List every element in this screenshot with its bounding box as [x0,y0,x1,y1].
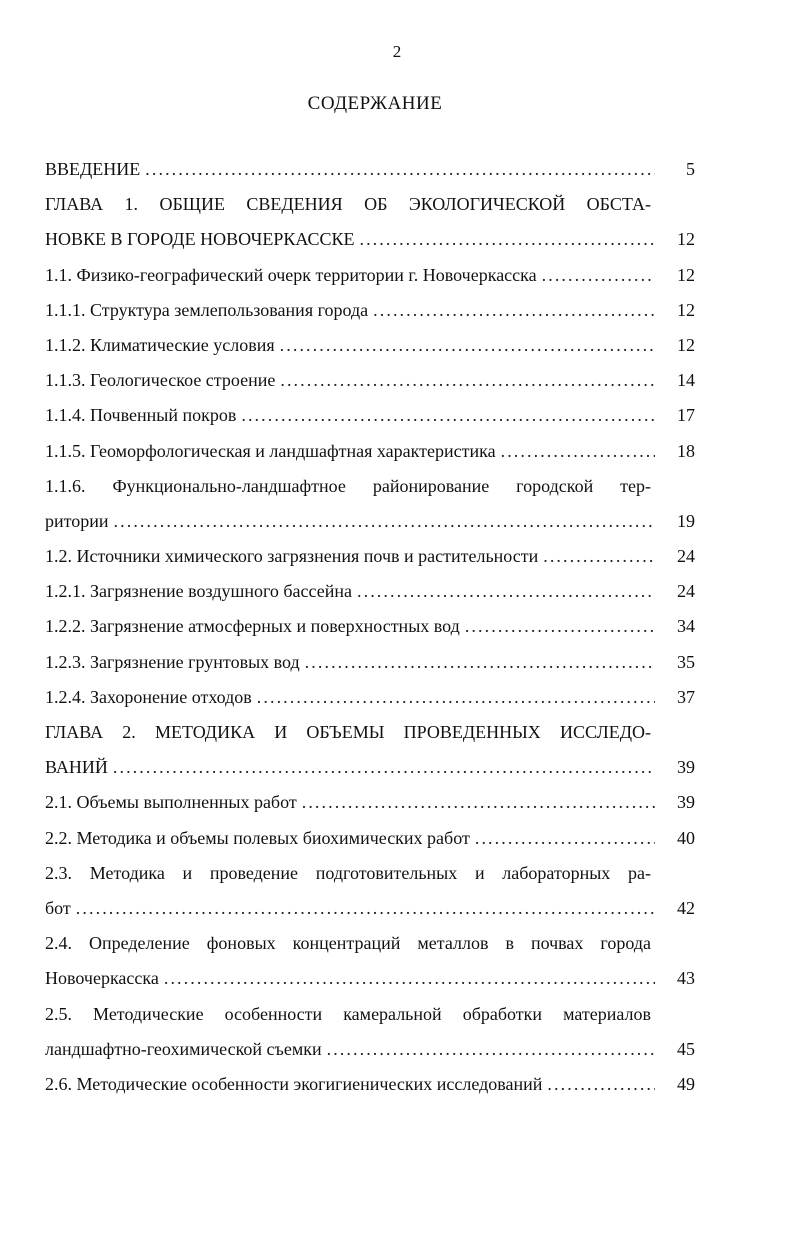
dot-leader [280,363,655,398]
toc-entry [45,539,695,574]
toc-entry-text: 2.5. Методические особенности камеральной обработки материалов [45,1003,651,1024]
toc-page-number: 14 [677,370,695,391]
toc-entry-line [45,434,695,469]
toc-entry-text: НОВКЕ В ГОРОДЕ НОВОЧЕРКАССКЕ [45,229,355,250]
toc-entry-text: 2.3. Методика и проведение подготовительных и лабораторных ра- [45,862,651,883]
toc-entry-text: 1.1.5. Геоморфологическая и ландшафтная характеристика [45,440,496,461]
toc-entry [45,152,695,187]
dot-leader [280,328,655,363]
toc-entry-line [45,469,651,504]
toc-entry-text: 1.1.3. Геологическое строение [45,370,276,391]
toc-entry-line [45,645,695,680]
toc-entry-text: 1.2.1. Загрязнение воздушного бассейна [45,581,352,602]
toc-entry [45,785,695,820]
dot-leader [241,398,655,433]
table-of-contents [45,152,695,1102]
toc-entry-line [45,891,695,926]
toc-entry-line [45,187,651,222]
toc-entry [45,363,695,398]
toc-entry-line [45,715,651,750]
toc-entry-line [45,680,695,715]
toc-entry-line [45,258,695,293]
dot-leader [547,1067,655,1102]
toc-entry-text: 2.2. Методика и объемы полевых биохимических работ [45,827,470,848]
toc-entry [45,293,695,328]
toc-entry [45,645,695,680]
toc-entry-line [45,997,651,1032]
toc-entry-line [45,293,695,328]
dot-leader [145,152,655,187]
toc-page-number: 39 [677,792,695,813]
toc-entry [45,926,695,996]
dot-leader [501,434,655,469]
toc-entry [45,398,695,433]
toc-page-number: 17 [677,405,695,426]
toc-entry-line [45,1032,695,1067]
toc-entry-line [45,363,695,398]
toc-entry-line [45,1067,695,1102]
dot-leader [327,1032,655,1067]
toc-entry-text: ритории [45,510,109,531]
toc-entry [45,609,695,644]
dot-leader [465,609,655,644]
toc-entry [45,1067,695,1102]
toc-entry [45,469,695,539]
toc-entry-text: 2.4. Определение фоновых концентраций металлов в почвах города [45,933,651,954]
dot-leader [373,293,655,328]
toc-entry-text: 2.1. Объемы выполненных работ [45,792,297,813]
toc-entry-line [45,785,695,820]
toc-entry-text: 1.2. Источники химического загрязнения почв и растительности [45,546,539,567]
toc-entry-line [45,152,695,187]
toc-entry-text: 2.6. Методические особенности экогигиенических исследований [45,1073,543,1094]
toc-page-number: 12 [677,229,695,250]
toc-entry-text: Новочеркасска [45,968,159,989]
dot-leader [76,891,655,926]
toc-entry-line [45,504,695,539]
toc-entry-text: 1.1.6. Функционально-ландшафтное районирование городской тер- [45,475,651,496]
toc-page-number: 34 [677,616,695,637]
dot-leader [164,961,655,996]
toc-entry-line [45,609,695,644]
toc-entry-text: ГЛАВА 1. ОБЩИЕ СВЕДЕНИЯ ОБ ЭКОЛОГИЧЕСКОЙ ОБСТА- [45,194,651,215]
dot-leader [305,645,655,680]
toc-page-number: 5 [686,159,695,179]
toc-page-number: 12 [677,299,695,320]
dot-leader [359,222,655,257]
dot-leader [113,750,655,785]
dot-leader [543,539,655,574]
toc-page-number: 42 [677,897,695,918]
dot-leader [357,574,655,609]
dot-leader [542,258,655,293]
toc-page-number: 18 [677,440,695,461]
toc-page-number: 24 [677,546,695,567]
page-number: 2 [392,42,402,61]
toc-entry [45,434,695,469]
toc-entry [45,715,695,785]
dot-leader [257,680,655,715]
toc-entry [45,574,695,609]
toc-page-number: 35 [677,651,695,672]
toc-entry-text: ландшафтно-геохимической съемки [45,1038,322,1059]
toc-page-number: 12 [677,264,695,285]
toc-page-number: 24 [677,581,695,602]
toc-entry-line [45,821,695,856]
dot-leader [114,504,655,539]
toc-entry-text: 1.2.4. Захоронение отходов [45,686,252,707]
toc-page-number: 12 [677,334,695,355]
toc-entry-line [45,750,695,785]
toc-page-number: 40 [677,827,695,848]
toc-entry-text: бот [45,897,71,918]
toc-entry-text: ВАНИЙ [45,757,108,778]
toc-title: СОДЕРЖАНИЕ [307,93,443,114]
toc-entry [45,997,695,1067]
toc-page-number: 43 [677,968,695,989]
toc-entry [45,680,695,715]
toc-entry [45,328,695,363]
toc-entry-line [45,926,651,961]
toc-entry-text: 1.2.3. Загрязнение грунтовых вод [45,651,300,672]
toc-page-number: 39 [677,757,695,778]
toc-page-number: 37 [677,686,695,707]
toc-entry-line [45,574,695,609]
toc-entry-text: ГЛАВА 2. МЕТОДИКА И ОБЪЕМЫ ПРОВЕДЕННЫХ ИССЛЕДО- [45,722,651,742]
toc-entry [45,258,695,293]
toc-entry-line [45,961,695,996]
toc-entry-text: ВВЕДЕНИЕ [45,159,141,179]
toc-entry-line [45,328,695,363]
toc-entry-text: 1.1.4. Почвенный покров [45,405,237,426]
toc-entry [45,856,695,926]
toc-page-number: 49 [677,1073,695,1094]
toc-entry-line [45,398,695,433]
toc-entry [45,821,695,856]
toc-entry-line [45,856,651,891]
toc-entry-text: 1.1.2. Климатические условия [45,334,275,355]
toc-page-number: 45 [677,1038,695,1059]
toc-entry-text: 1.1.1. Структура землепользования города [45,299,369,320]
dot-leader [302,785,655,820]
toc-entry-line [45,222,695,257]
toc-entry-line [45,539,695,574]
toc-entry [45,187,695,257]
toc-entry-text: 1.1. Физико-географический очерк территории г. Новочеркасска [45,264,537,285]
dot-leader [475,821,655,856]
toc-page-number: 19 [677,510,695,531]
toc-entry-text: 1.2.2. Загрязнение атмосферных и поверхностных вод [45,616,460,637]
